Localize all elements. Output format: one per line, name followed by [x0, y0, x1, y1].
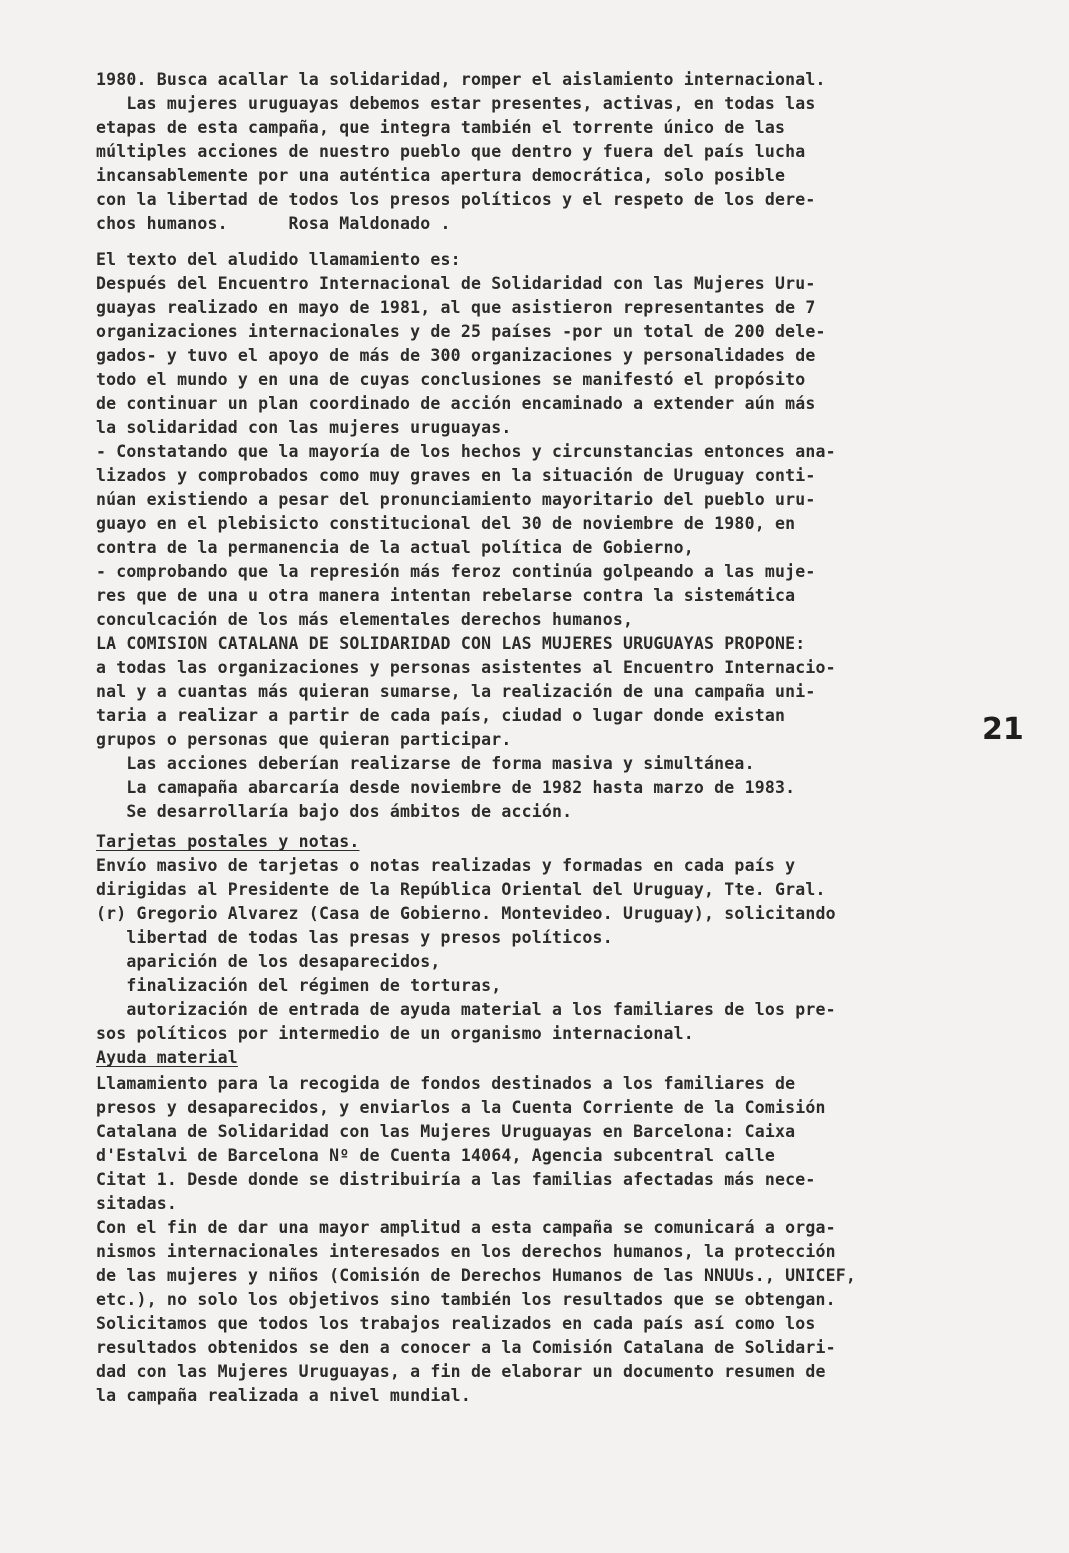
text-line: lizados y comprobados como muy graves en la situación de Uruguay conti-: [96, 466, 816, 485]
text-line: d'Estalvi de Barcelona Nº de Cuenta 14064, Agencia subcentral calle: [96, 1146, 775, 1165]
text-line: etc.), no solo los objetivos sino también los resultados que se obtengan.: [96, 1290, 836, 1309]
text-line: grupos o personas que quieran participar.: [96, 730, 512, 749]
text-line: dad con las Mujeres Uruguayas, a fin de elaborar un documento resumen de: [96, 1362, 826, 1381]
text-line: Se desarrollaría bajo dos ámbitos de acción.: [96, 802, 573, 821]
heading-line: LA COMISION CATALANA DE SOLIDARIDAD CON LAS MUJERES URUGUAYAS PROPONE:: [96, 634, 806, 653]
list-item: finalización del régimen de torturas,: [96, 976, 502, 995]
text-line: 1980. Busca acallar la solidaridad, romper el aislamiento internacional.: [96, 70, 826, 89]
text-line: Llamamiento para la recogida de fondos destinados a los familiares de: [96, 1074, 796, 1093]
text-line: la solidaridad con las mujeres uruguayas.: [96, 418, 512, 437]
subheading-tarjetas: Tarjetas postales y notas.: [96, 832, 360, 851]
text-line: Citat 1. Desde donde se distribuiría a las familias afectadas más nece-: [96, 1170, 816, 1189]
text-line: de las mujeres y niños (Comisión de Derechos Humanos de las NNUUs., UNICEF,: [96, 1266, 857, 1285]
list-item: libertad de todas las presas y presos políticos.: [96, 928, 613, 947]
text-line: (r) Gregorio Alvarez (Casa de Gobierno. Montevideo. Uruguay), solicitando: [96, 904, 836, 923]
text-line: núan existiendo a pesar del pronunciamiento mayoritario del pueblo uru-: [96, 490, 816, 509]
text-line: guayo en el plebisicto constitucional del 30 de noviembre de 1980, en: [96, 514, 796, 533]
signature-line: chos humanos. Rosa Maldonado .: [96, 214, 451, 233]
list-item: autorización de entrada de ayuda material a los familiares de los pre-: [96, 1000, 836, 1019]
text-line: Solicitamos que todos los trabajos realizados en cada país así como los: [96, 1314, 816, 1333]
text-line: Después del Encuentro Internacional de Solidaridad con las Mujeres Uru-: [96, 274, 816, 293]
text-line: nal y a cuantas más quieran sumarse, la realización de una campaña uni-: [96, 682, 816, 701]
text-line: con la libertad de todos los presos políticos y el respeto de los dere-: [96, 190, 816, 209]
list-item: aparición de los desaparecidos,: [96, 952, 441, 971]
text-line: - comprobando que la represión más feroz continúa golpeando a las muje-: [96, 562, 816, 581]
text-line: taria a realizar a partir de cada país, ciudad o lugar donde existan: [96, 706, 786, 725]
text-line: resultados obtenidos se den a conocer a la Comisión Catalana de Solidari-: [96, 1338, 836, 1357]
text-line: Con el fin de dar una mayor amplitud a esta campaña se comunicará a orga-: [96, 1218, 836, 1237]
text-line: gados- y tuvo el apoyo de más de 300 organizaciones y personalidades de: [96, 346, 816, 365]
text-line: guayas realizado en mayo de 1981, al que asistieron representantes de 7: [96, 298, 816, 317]
text-line: La camapaña abarcaría desde noviembre de 1982 hasta marzo de 1983.: [96, 778, 796, 797]
text-line: res que de una u otra manera intentan rebelarse contra la sistemática: [96, 586, 796, 605]
text-line: la campaña realizada a nivel mundial.: [96, 1386, 471, 1405]
text-line: todo el mundo y en una de cuyas conclusiones se manifestó el propósito: [96, 370, 806, 389]
text-line: organizaciones internacionales y de 25 países -por un total de 200 dele-: [96, 322, 826, 341]
text-line: dirigidas al Presidente de la República Oriental del Uruguay, Tte. Gral.: [96, 880, 826, 899]
text-line: - Constatando que la mayoría de los hechos y circunstancias entonces ana-: [96, 442, 836, 461]
text-line: Envío masivo de tarjetas o notas realizadas y formadas en cada país y: [96, 856, 796, 875]
text-line: etapas de esta campaña, que integra también el torrente único de las: [96, 118, 786, 137]
text-line: Las mujeres uruguayas debemos estar presentes, activas, en todas las: [96, 94, 816, 113]
text-line: Catalana de Solidaridad con las Mujeres Uruguayas en Barcelona: Caixa: [96, 1122, 796, 1141]
text-line: sos políticos por intermedio de un organismo internacional.: [96, 1024, 694, 1043]
text-line: a todas las organizaciones y personas asistentes al Encuentro Internacio-: [96, 658, 836, 677]
page-number: 21: [982, 712, 1024, 747]
subheading-ayuda: Ayuda material: [96, 1048, 238, 1067]
text-line: Las acciones deberían realizarse de forma masiva y simultánea.: [96, 754, 755, 773]
section-intro: El texto del aludido llamamiento es:: [96, 250, 461, 269]
text-line: múltiples acciones de nuestro pueblo que dentro y fuera del país lucha: [96, 142, 806, 161]
text-line: incansablemente por una auténtica apertura democrática, solo posible: [96, 166, 786, 185]
text-line: conculcación de los más elementales derechos humanos,: [96, 610, 634, 629]
text-line: sitadas.: [96, 1194, 178, 1213]
text-line: de continuar un plan coordinado de acción encaminado a extender aún más: [96, 394, 816, 413]
text-line: presos y desaparecidos, y enviarlos a la Cuenta Corriente de la Comisión: [96, 1098, 826, 1117]
text-line: nismos internacionales interesados en los derechos humanos, la protección: [96, 1242, 836, 1261]
text-line: contra de la permanencia de la actual política de Gobierno,: [96, 538, 694, 557]
